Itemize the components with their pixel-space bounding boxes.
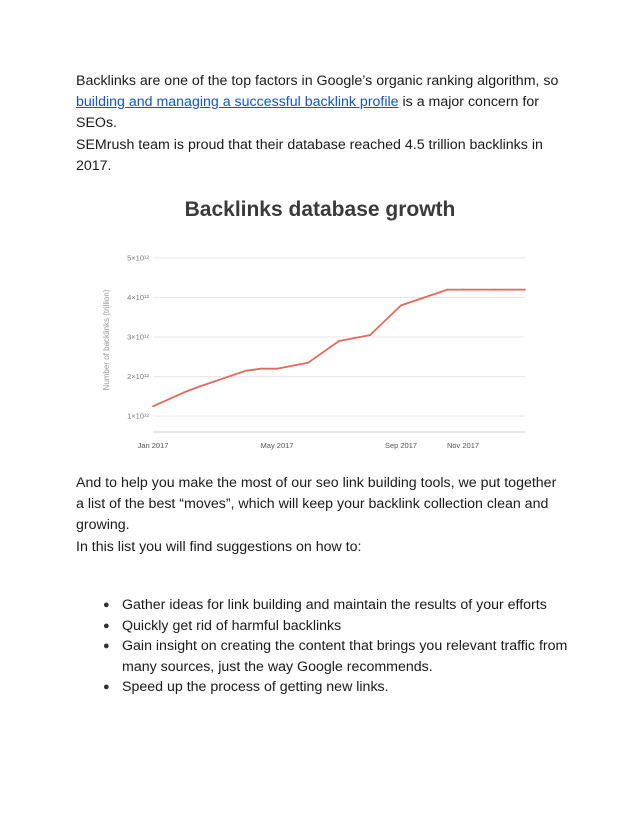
intro-line1: Backlinks are one of the top factors in Google’s organic ranking algorithm, so [76, 73, 559, 89]
data-point [338, 340, 340, 342]
data-point [369, 334, 371, 336]
x-tick-label: Nov 2017 [446, 441, 480, 450]
series-line-backlinks [153, 290, 525, 407]
bullet-icon: ● [103, 681, 110, 693]
bullet-icon: ● [103, 619, 110, 632]
bullet-icon: ● [103, 640, 110, 652]
data-point [307, 362, 309, 364]
x-tick-label: Sep 2017 [384, 441, 418, 450]
list-item: ● Quickly get rid of harmful backlinks [76, 616, 576, 637]
data-point [276, 368, 278, 370]
data-point [245, 370, 247, 372]
y-tick-label: 4×10¹² [127, 292, 149, 302]
backlinks-growth-chart [95, 188, 545, 450]
data-point [152, 405, 154, 407]
backlink-profile-link[interactable]: building and managing a successful backlink profile [76, 94, 399, 111]
outro-line2: In this list you will find suggestions on how to: [76, 538, 362, 555]
data-point [183, 392, 185, 394]
intro-paragraph [76, 71, 566, 177]
moves-list [76, 595, 576, 698]
data-point [447, 289, 449, 291]
x-tick-label: May 2017 [260, 441, 294, 450]
list-item: ● Speed up the process of getting new links. [76, 677, 576, 698]
y-axis-label: Number of backlinks (trillion) [102, 289, 111, 391]
intro-after-link: is a major concern for SEOs. [76, 94, 539, 132]
x-tick-label: Jan 2017 [137, 441, 169, 450]
outro-line1: And to help you make the most of our seo link building tools, we put together a list of the best “moves”, which will keep your backlink collection clean and growing. [76, 475, 557, 534]
data-point [493, 289, 495, 291]
y-tick-label: 5×10¹² [127, 253, 149, 263]
data-point [524, 289, 526, 291]
data-point [462, 289, 464, 291]
chart-title: Backlinks database growth [184, 198, 456, 221]
y-tick-label: 2×10¹² [127, 372, 149, 382]
list-item: ● Gather ideas for link building and maintain the results of your efforts [76, 595, 576, 616]
data-point [261, 368, 263, 370]
list-item: ● Gain insight on creating the content that brings you relevant traffic from many sources, just the way Google recommends. [103, 638, 568, 675]
intro-line3: SEMrush team is proud that their database reached 4.5 trillion backlinks in 2017. [76, 136, 543, 174]
data-point [199, 386, 201, 388]
y-tick-label: 3×10¹² [127, 332, 149, 342]
bullet-icon: ● [103, 599, 110, 611]
y-tick-label: 1×10¹² [127, 411, 149, 421]
outro-paragraph [76, 473, 566, 558]
data-point [400, 304, 402, 306]
